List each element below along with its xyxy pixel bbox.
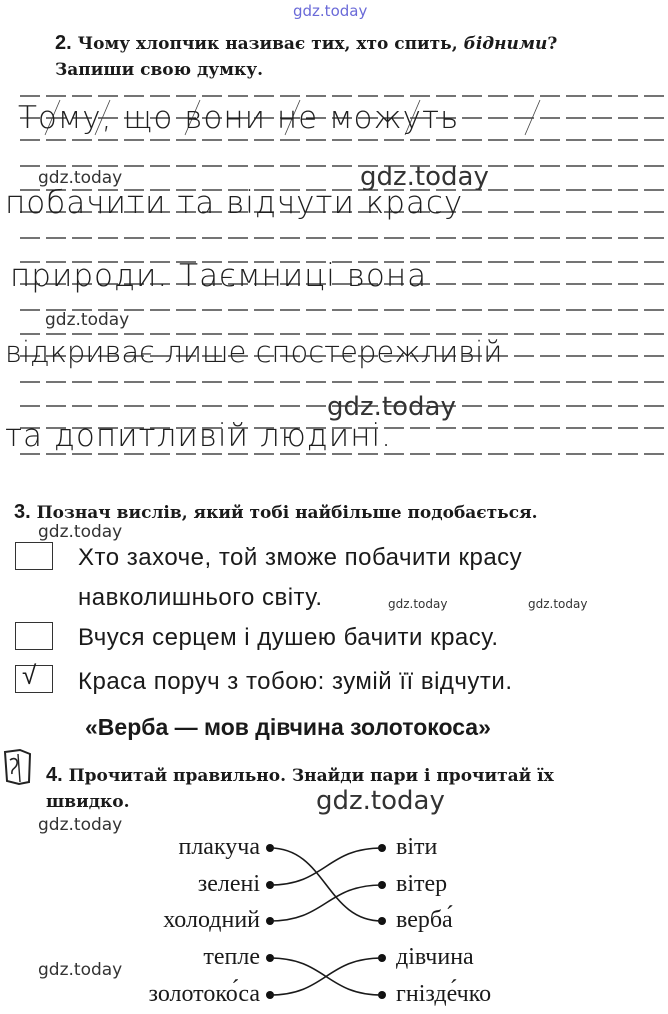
right-word: віти [396,834,438,860]
watermark: gdz.today [38,815,123,835]
task2-question-mark: ? [547,34,558,54]
watermark: gdz.today [388,597,448,611]
option-1-text: Хто захоче, той зможе побачити красу [78,544,523,571]
task2-question-line2: Запиши свою думку. [55,60,264,80]
pair-line [270,848,382,885]
option-3-text: Краса поруч з тобою: зумій її відчути. [78,668,513,695]
answer-line-5: та допитливій людині. [5,418,392,454]
right-word: дівчина [396,944,474,970]
section-title: «Верба — мов дівчина золотокоса» [85,714,491,740]
task3-number: 3. [14,501,31,523]
watermark: gdz.today [316,786,445,816]
watermark: gdz.today [528,597,588,611]
watermark: gdz.today [360,162,489,192]
left-word: тепле [203,944,260,970]
answer-line-2: побачити та відчути красу [5,185,464,221]
watermark: gdz.today [327,392,456,422]
answer-line-4: відкриває лише спостережливій [5,335,503,369]
pair-line [270,885,382,921]
option-2-text: Вчуся серцем і душею бачити красу. [78,624,499,651]
task2-question-emphasis: бідними [463,34,548,54]
watermark: gdz.today [38,168,123,188]
right-word: верба́ [396,907,453,933]
task2-question-text: Чому хлопчик називає тих, хто спить, [77,34,458,54]
check-mark: √ [22,661,37,691]
task2-number: 2. [55,32,72,54]
right-word: вітер [396,871,448,897]
left-word: плакуча [178,834,260,860]
watermark: gdz.today [38,960,123,980]
right-word: гнізде́чко [396,981,492,1007]
left-word: холодний [163,907,260,933]
option-1-text-line2: навколишнього світу. [78,584,323,611]
task4-number: 4. [46,764,63,786]
task3-question-text: Познач вислів, який тобі найбільше подобається. [36,503,538,523]
left-word: зелені [197,871,260,897]
task4-instruction-line2: швидко. [46,792,130,812]
task4-instruction-text: Прочитай правильно. Знайди пари і прочитай їх [68,766,554,786]
watermark-top: gdz.today [293,2,368,20]
answer-line-1: Тому, що вони не можуть [18,100,460,136]
answer-line-3: природи. Таємниці вона [10,258,428,294]
left-word: золотоко́са [148,981,260,1007]
pair-line [270,958,382,995]
watermark: gdz.today [45,310,130,330]
watermark: gdz.today [38,522,123,542]
